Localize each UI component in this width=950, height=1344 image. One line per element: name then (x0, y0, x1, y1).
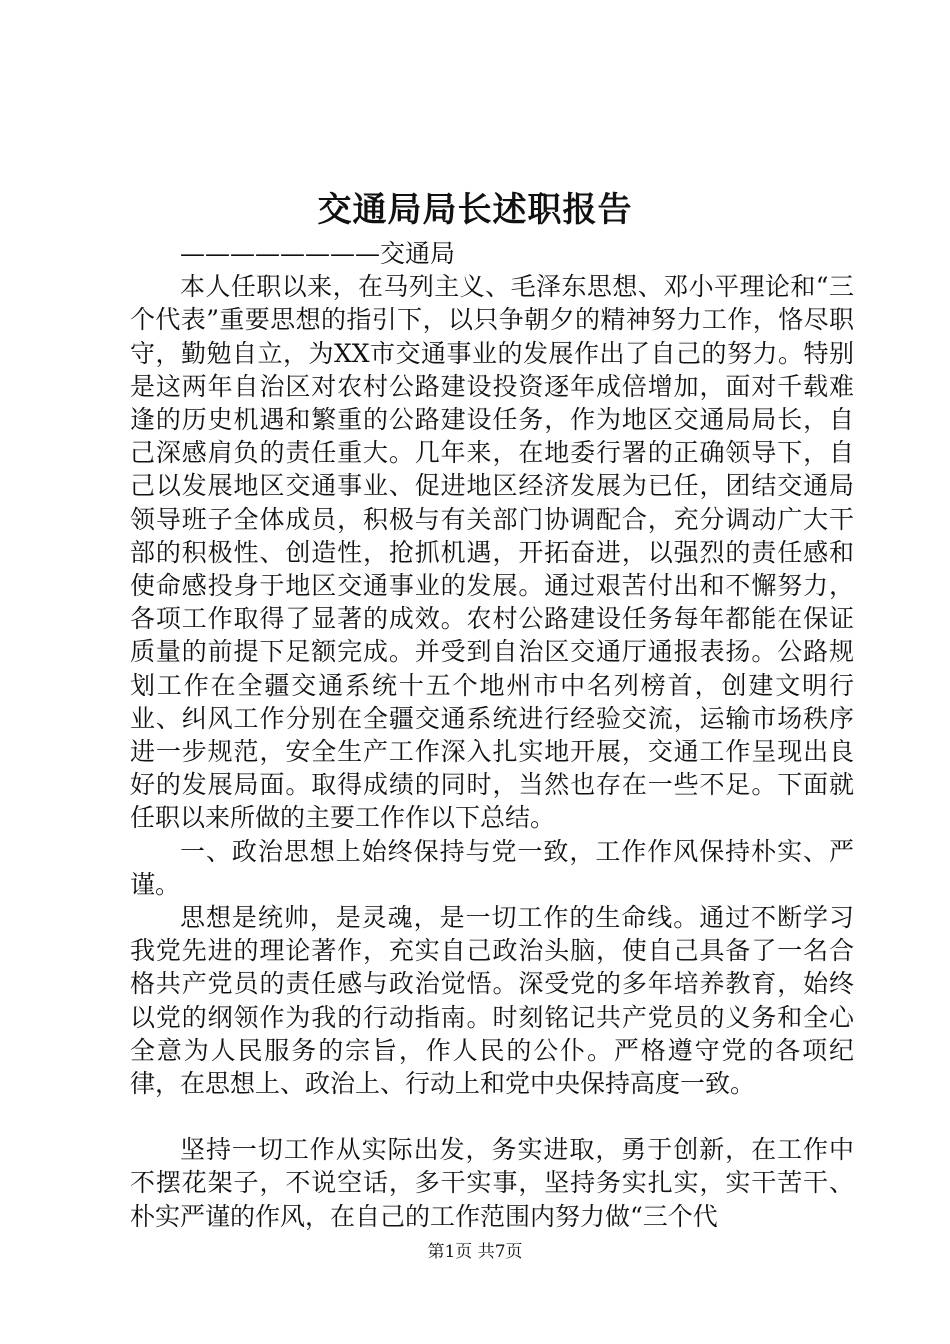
document-body (130, 237, 854, 1233)
section-heading-1: 一、政治思想上始终保持与党一致，工作作风保持朴实、严谨。 (130, 836, 854, 899)
document-subtitle: ————————交通局 (180, 239, 456, 268)
page-footer: 第1页 共7页 (427, 1242, 523, 1262)
document-title: 交通局局长述职报告 (317, 190, 633, 230)
paragraph-intro: 本人任职以来，在马列主义、毛泽东思想、邓小平理论和“三个代表”重要思想的指引下，以只争朝夕的精神努力工作，恪尽职守，勤勉自立，为XX市交通事业的发展作出了自己的努力。特别是这两年自治区对农村公路建设投资逐年成倍增加，面对千载难逢的历史机遇和繁重的公路建设任务，作为地区交通局局长，自己深感肩负的责任重大。几年来，在地委行署的正确领导下，自己以发展地区交通事业、促进地区经济发展为已任，团结交通局领导班子全体成员，积极与有关部门协调配合，充分调动广大干部的积极性、创造性，抢抓机遇，开拓奋进，以强烈的责任感和使命感投身于地区交通事业的发展。通过艰苦付出和不懈努力，各项工作取得了显著的成效。农村公路建设任务每年都能在保证质量的前提下足额完成。并受到自治区交通厅通报表扬。公路规划工作在全疆交通系统十五个地州市中名列榜首，创建文明行业、纠风工作分别在全疆交通系统进行经验交流，运输市场秩序进一步规范，安全生产工作深入扎实地开展，交通工作呈现出良好的发展局面。取得成绩的同时，当然也存在一些不足。下面就任职以来所做的主要工作作以下总结。 (130, 272, 854, 833)
paragraph-thought: 思想是统帅，是灵魂，是一切工作的生命线。通过不断学习我党先进的理论著作，充实自己政治头脑，使自己具备了一名合格共产党员的责任感与政治觉悟。深受党的多年培养教育，始终以党的纲领作为我的行动指南。时刻铭记共产党员的义务和全心全意为人民服务的宗旨，作人民的公仆。严格遵守党的各项纪律，在思想上、政治上、行动上和党中央保持高度一致。 (130, 903, 854, 1099)
paragraph-work-style: 坚持一切工作从实际出发，务实进取，勇于创新，在工作中不摆花架子，不说空话，多干实事，坚持务实扎实，实干苦干、朴实严谨的作风，在自己的工作范围内努力做“三个代 (130, 1135, 854, 1231)
